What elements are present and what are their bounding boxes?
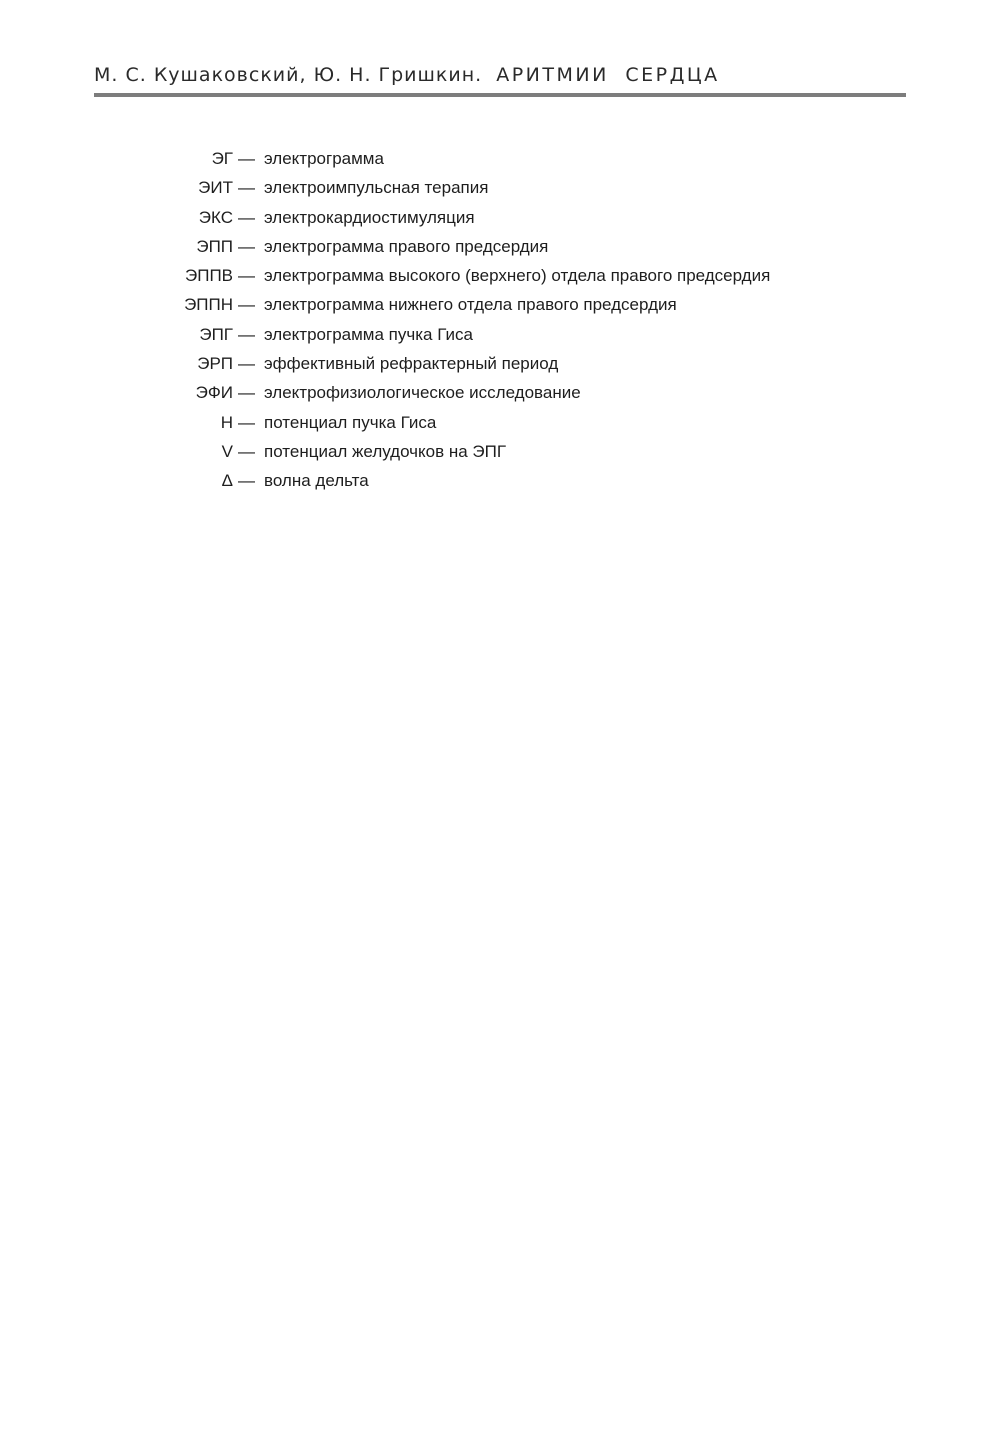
abbreviation-row [150,466,910,495]
em-dash: — [238,266,255,286]
abbreviation-row [150,144,910,173]
abbreviation-term: H [220,412,233,432]
abbreviation-definition: электрофизиологическое исследование [264,383,581,403]
abbreviation-term: ЭГ [211,149,233,168]
em-dash: — [238,236,255,256]
abbreviation-definition: электрограмма нижнего отдела правого предсердия [264,295,677,315]
abbreviation-term: ЭППН [184,295,233,315]
em-dash: — [238,354,255,374]
abbreviation-list [150,144,910,496]
header-rule [94,93,906,97]
running-head [94,62,906,98]
running-head-title: АРИТМИИ СЕРДЦА [496,64,720,86]
em-dash: — [238,207,255,227]
abbreviation-row [150,408,910,437]
em-dash: — [238,471,255,491]
abbreviation-term: ЭПГ [199,324,233,344]
abbreviation-definition: волна дельта [264,471,369,491]
abbreviation-row [150,437,910,466]
abbreviation-term: ЭППВ [185,266,233,286]
em-dash: — [238,412,255,432]
abbreviation-definition: потенциал желудочков на ЭПГ [264,441,507,461]
abbreviation-term: ЭФИ [195,383,233,403]
abbreviation-row [150,173,910,202]
em-dash: — [238,149,255,168]
em-dash: — [238,295,255,315]
abbreviation-term: V [221,441,233,461]
abbreviation-row [150,261,910,290]
em-dash: — [238,178,255,198]
abbreviation-term: ЭПП [196,236,233,256]
em-dash: — [238,324,255,344]
abbreviation-term: ЭРП [197,354,233,374]
abbreviation-definition: электроимпульсная терапия [264,178,489,198]
em-dash: — [238,383,255,403]
abbreviation-definition: электрокардиостимуляция [264,207,475,227]
abbreviation-term: Δ [221,471,233,491]
abbreviation-term: ЭКС [198,207,233,227]
abbreviation-definition: электрограмма правого предсердия [264,236,549,256]
abbreviation-definition: электрограмма [264,149,384,168]
abbreviation-row [150,320,910,349]
abbreviation-definition: электрограмма пучка Гиса [264,324,473,344]
running-head-authors: М. С. Кушаковский, Ю. Н. Гришкин. [94,64,483,86]
abbreviation-definition: потенциал пучка Гиса [264,412,437,432]
abbreviation-row [150,378,910,407]
running-head-text [94,64,720,86]
abbreviation-row [150,232,910,261]
abbreviation-row [150,290,910,319]
abbreviation-definition: эффективный рефрактерный период [264,354,559,374]
abbreviation-term: ЭИТ [198,178,233,198]
abbreviation-row [150,349,910,378]
abbreviation-definition: электрограмма высокого (верхнего) отдела правого предсердия [264,266,771,286]
em-dash: — [238,441,255,461]
abbreviation-row [150,203,910,232]
